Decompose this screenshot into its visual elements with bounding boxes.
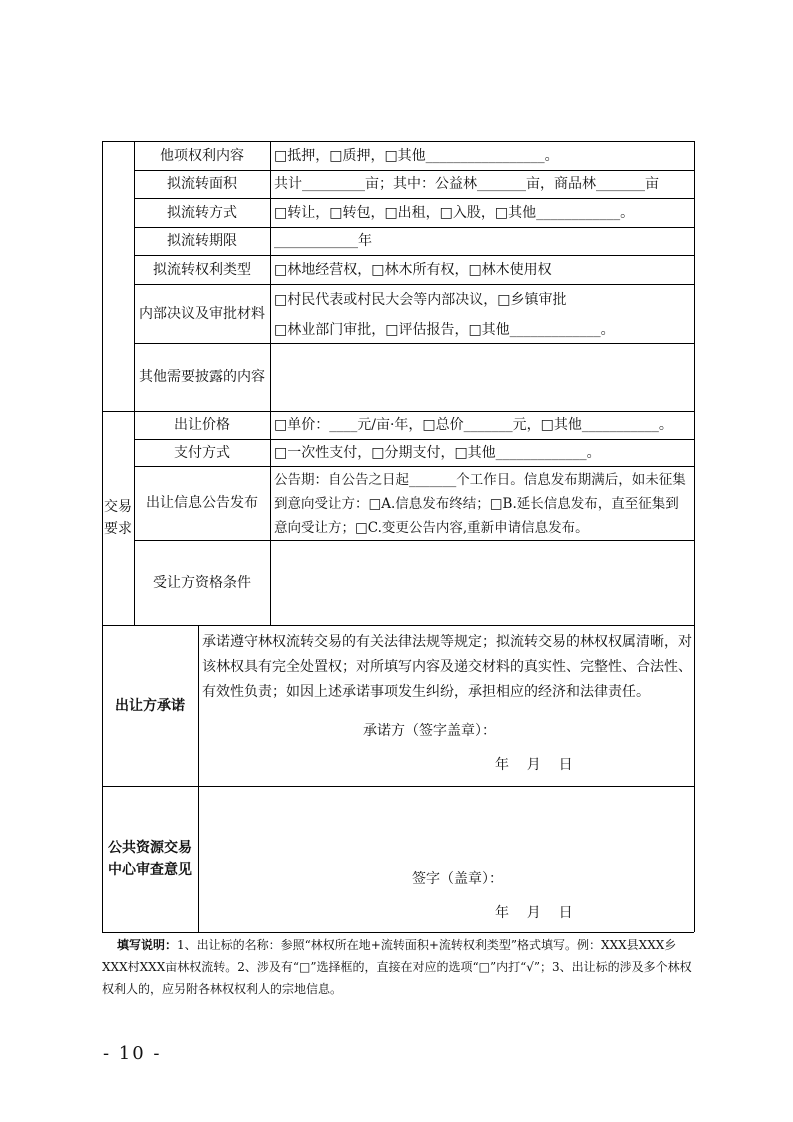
value-internal-approval	[274, 288, 690, 342]
value-payment: □一次性支付，□分期支付，□其他_____________。	[274, 444, 601, 461]
fill-instructions	[102, 934, 697, 1000]
label-transfer-term: 拟流转期限	[167, 233, 237, 249]
review-label-line-2: 中心审查意见	[108, 862, 192, 878]
value-notice	[274, 468, 692, 540]
promise-text	[202, 630, 692, 705]
value-area: 共计_________亩；其中：公益林_______亩，商品林_______亩	[274, 176, 659, 192]
page-number: - 10 -	[103, 1043, 162, 1064]
promise-date: 年 月 日	[495, 757, 573, 773]
promise-line-2: 该林权具有完全处置权；对所填写内容及递交材料的真实性、完整性、合法性、	[202, 659, 692, 675]
label-other-rights: 他项权利内容	[160, 147, 244, 164]
label-notice: 出让信息公告发布	[146, 495, 258, 511]
notes-title: 填写说明：	[117, 938, 178, 952]
notes-line-2: XXX村XXX亩林权流转。2、涉及有“□”选择框的，直接在对应的选项“□”内打“√”；3、出让标的涉及多个林权	[102, 960, 692, 974]
review-date: 年 月 日	[495, 905, 573, 921]
value-price: □单价：____元/亩·年，□总价_______元，□其他___________。	[274, 417, 673, 433]
label-center-review	[102, 786, 198, 932]
label-qualification: 受让方资格条件	[153, 574, 251, 591]
notes-line-1: 1、出让标的名称：参照“林权所在地+流转面积+流转权利类型”格式填写。例：XXX县XXX乡	[177, 938, 677, 952]
value-transfer-term: ____________年	[274, 233, 372, 249]
label-transfer-method: 拟流转方式	[167, 204, 237, 221]
label-seller-promise: 出让方承诺	[115, 697, 185, 714]
trade-label-line-2: 要求	[104, 521, 132, 537]
value-transfer-method: □转让，□转包，□出租，□入股，□其他____________。	[274, 204, 635, 221]
trade-label-line-1: 交易	[104, 499, 132, 515]
approval-line-2: □林业部门审批，□评估报告，□其他_____________。	[274, 322, 615, 338]
notes-line-3: 权利人的，应另附各林权权利人的宗地信息。	[102, 982, 343, 996]
rule	[198, 625, 199, 932]
review-label-line-1: 公共资源交易	[108, 840, 192, 856]
trade-requirements-label	[102, 411, 134, 625]
rule-right	[694, 141, 695, 932]
label-payment: 支付方式	[174, 444, 230, 461]
rule-bottom	[102, 932, 694, 933]
promise-line-1: 承诺遵守林权流转交易的有关法律法规等规定；拟流转交易的林权权属清晰，对	[202, 634, 692, 650]
notice-line-3: 意向受让方；□C.变更公告内容,重新申请信息发布。	[274, 520, 589, 536]
value-other-disclosure	[270, 343, 694, 411]
approval-line-1: □村民代表或村民大会等内部决议，□乡镇审批	[274, 292, 567, 308]
label-area: 拟流转面积	[167, 176, 237, 192]
promise-signer: 承诺方（签字盖章）：	[363, 723, 496, 739]
label-other-disclosure: 其他需要披露的内容	[139, 369, 265, 385]
notice-line-2: 到意向受让方：□A.信息发布终结；□B.延长信息发布，直至征集到	[274, 496, 679, 512]
value-other-rights: □抵押，□质押，□其他_________________。	[274, 147, 559, 164]
label-price: 出让价格	[174, 417, 230, 433]
value-right-type: □林地经营权，□林木所有权，□林木使用权	[274, 261, 552, 278]
promise-line-3: 有效性负责；如因上述承诺事项发生纠纷，承担相应的经济和法律责任。	[202, 684, 650, 700]
label-internal-approval: 内部决议及审批材料	[139, 305, 265, 322]
value-qualification	[270, 540, 694, 625]
notice-line-1: 公告期：自公告之日起_______个工作日。信息发布期满后，如未征集	[274, 472, 686, 488]
label-right-type: 拟流转权利类型	[153, 261, 251, 278]
review-signer: 签字（盖章）：	[412, 871, 503, 887]
